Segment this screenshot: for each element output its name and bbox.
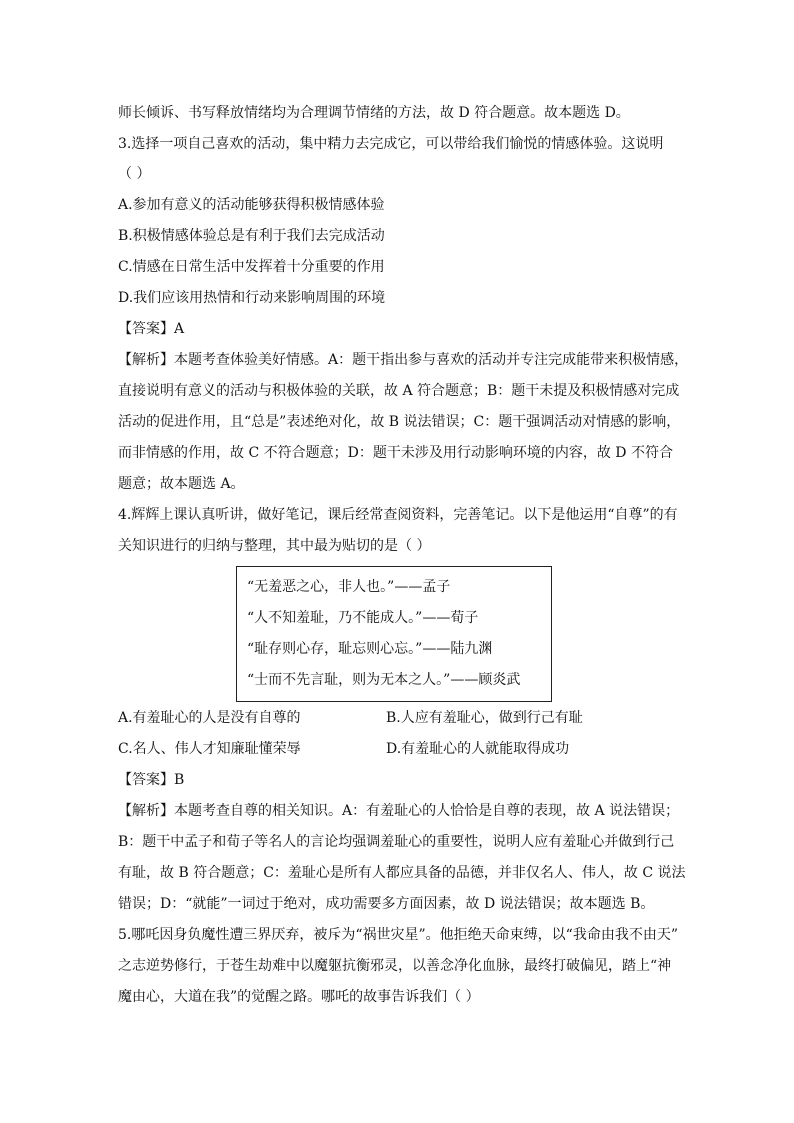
q4-option-b: B.人应有羞耻心，做到行己有耻 bbox=[386, 710, 583, 726]
q4-analysis-line: B：题干中孟子和荀子等名人的言论均强调羞耻心的重要性，说明人应有羞耻心并做到行己 bbox=[118, 834, 675, 850]
q4-analysis-line: 有耻，故 B 符合题意；C：羞耻心是所有人都应具备的品德，并非仅名人、伟人，故 C 说法 bbox=[118, 865, 686, 881]
q3-option-d: D.我们应该用热情和行动来影响周围的环境 bbox=[118, 290, 386, 306]
q3-analysis-line: 题意；故本题选 A。 bbox=[118, 476, 245, 492]
q4-option-d: D.有羞耻心的人就能取得成功 bbox=[386, 741, 570, 757]
question-4-stem: 关知识进行的归纳与整理，其中最为贴切的是（ ） bbox=[118, 538, 431, 554]
q4-answer: 【答案】B bbox=[118, 772, 185, 788]
q3-option-a: A.参加有意义的活动能够获得积极情感体验 bbox=[118, 197, 385, 213]
q4-analysis-line: 错误；D：“就能”一词过于绝对，成功需要多方面因素，故 D 说法错误；故本题选 B。 bbox=[118, 896, 655, 912]
question-5-stem: 之志逆势修行，于苍生劫难中以魔躯抗衡邪灵，以善念净化血脉，最终打破偏见，踏上“神 bbox=[118, 958, 672, 974]
question-3-blank: （ ） bbox=[118, 166, 151, 182]
q3-answer: 【答案】A bbox=[118, 321, 185, 337]
quote-xunzi: “人不知羞耻，乃不能成人。”——荀子 bbox=[247, 610, 479, 626]
analysis-text-line: 师长倾诉、书写释放情绪均为合理调节情绪的方法，故 D 符合题意。故本题选 D。 bbox=[118, 105, 630, 121]
q3-option-c: C.情感在日常生活中发挥着十分重要的作用 bbox=[118, 259, 385, 275]
question-3-stem: 3.选择一项自己喜欢的活动，集中精力去完成它，可以带给我们愉悦的情感体验。这说明 bbox=[118, 136, 664, 152]
q3-analysis-line: 【解析】本题考查体验美好情感。A：题干指出参与喜欢的活动并专注完成能带来积极情感， bbox=[118, 352, 689, 368]
quotes-box bbox=[236, 566, 552, 702]
q3-option-b: B.积极情感体验总是有利于我们去完成活动 bbox=[118, 228, 385, 244]
quote-gu-yanwu: “士而不先言耻，则为无本之人。”——顾炎武 bbox=[247, 672, 521, 688]
quote-lu-jiuyuan: “耻存则心存，耻忘则心忘。”——陆九渊 bbox=[247, 641, 493, 657]
q4-analysis-line: 【解析】本题考查自尊的相关知识。A：有羞耻心的人恰恰是自尊的表现，故 A 说法错误； bbox=[118, 803, 680, 819]
question-5-stem: 魔由心，大道在我”的觉醒之路。哪吒的故事告诉我们（ ） bbox=[118, 989, 480, 1005]
q3-analysis-line: 而非情感的作用，故 C 不符合题意；D：题干未涉及用行动影响环境的内容，故 D 不符合 bbox=[118, 445, 673, 461]
q4-option-c: C.名人、伟人才知廉耻懂荣辱 bbox=[118, 741, 301, 757]
quote-mencius: “无羞恶之心，非人也。”——孟子 bbox=[247, 579, 451, 595]
q3-analysis-line: 直接说明有意义的活动与积极体验的关联，故 A 符合题意；B：题干未提及积极情感对完成 bbox=[118, 383, 680, 399]
question-5-stem: 5.哪吒因身负魔性遭三界厌弃，被斥为“祸世灾星”。他拒绝天命束缚，以“我命由我不由天” bbox=[118, 927, 678, 943]
q3-analysis-line: 活动的促进作用，且“总是”表述绝对化，故 B 说法错误；C：题干强调活动对情感的影响， bbox=[118, 414, 681, 430]
question-4-stem: 4.辉辉上课认真听讲，做好笔记，课后经常查阅资料，完善笔记。以下是他运用“自尊”的有 bbox=[118, 507, 678, 523]
q4-option-a: A.有羞耻心的人是没有自尊的 bbox=[118, 710, 301, 726]
